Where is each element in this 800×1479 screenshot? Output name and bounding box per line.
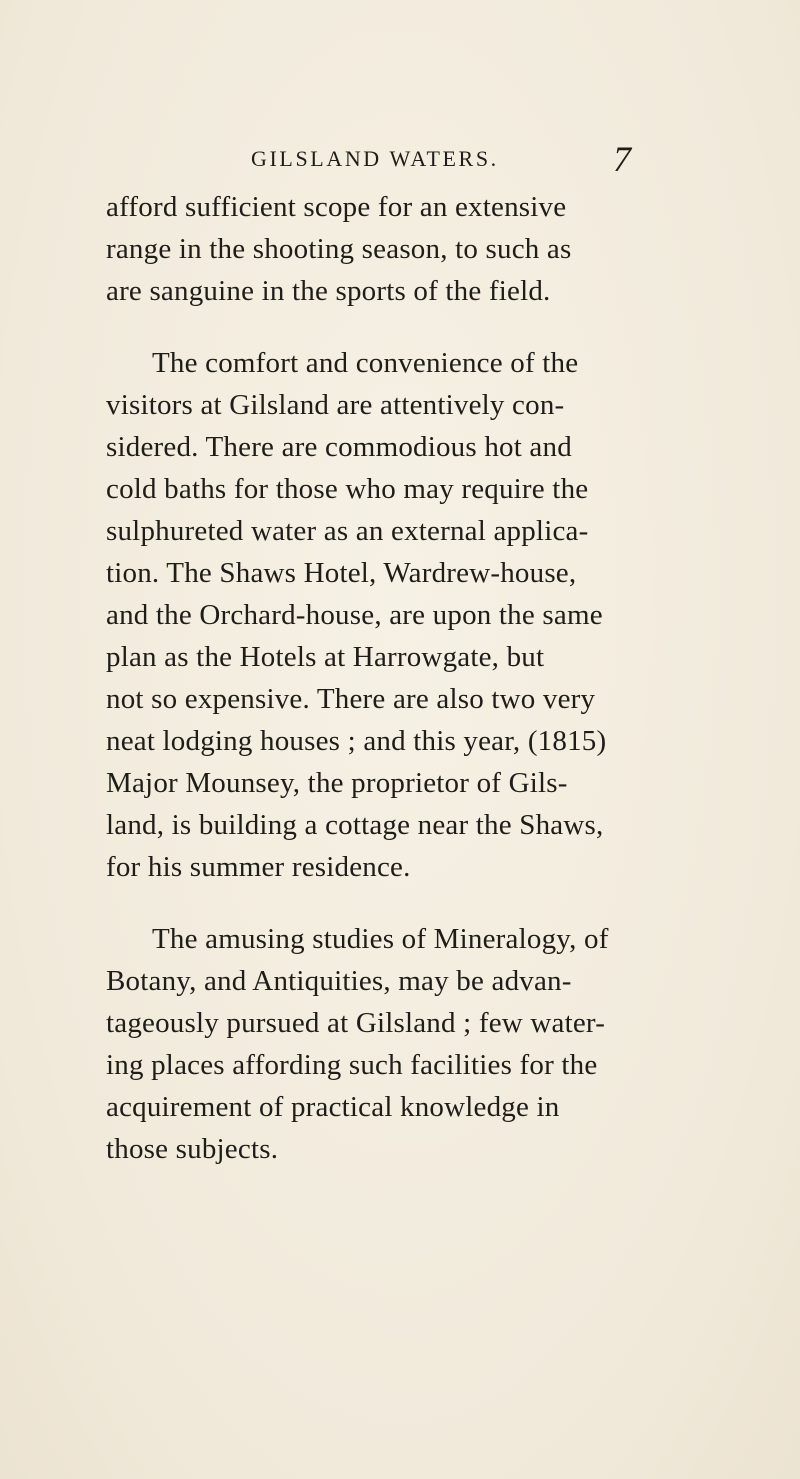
text-line: Botany, and Antiquities, may be advan-	[106, 965, 572, 997]
text-line: range in the shooting season, to such as	[106, 233, 572, 265]
text-line: are sanguine in the sports of the field.	[106, 275, 551, 307]
text-line: visitors at Gilsland are attentively con-	[106, 389, 565, 421]
text-line: afford sufficient scope for an extensive	[106, 191, 567, 223]
text-line: tageously pursued at Gilsland ; few water-	[106, 1007, 606, 1039]
text-line: for his summer residence.	[106, 851, 411, 883]
running-head: GILSLAND WATERS.	[251, 146, 499, 171]
text-line: land, is building a cottage near the Shaws,	[106, 809, 604, 841]
text-line: Major Mounsey, the proprietor of Gils-	[106, 767, 568, 799]
text-line: acquirement of practical knowledge in	[106, 1091, 560, 1123]
text-line: The amusing studies of Mineralogy, of	[152, 923, 609, 955]
text-line: neat lodging houses ; and this year, (1815)	[106, 725, 607, 757]
text-line: cold baths for those who may require the	[106, 473, 589, 505]
paragraph-gap	[106, 888, 726, 918]
text-line: ing places affording such facilities for the	[106, 1049, 598, 1081]
body-text	[106, 186, 726, 1170]
text-line: sidered. There are commodious hot and	[106, 431, 572, 463]
text-line: not so expensive. There are also two very	[106, 683, 596, 715]
page-number: 7	[613, 139, 631, 179]
text-line: The comfort and convenience of the	[152, 347, 579, 379]
paragraph-gap	[106, 312, 726, 342]
page-header	[251, 140, 651, 180]
text-line: plan as the Hotels at Harrowgate, but	[106, 641, 545, 673]
text-line: sulphureted water as an external applica-	[106, 515, 589, 547]
text-line: tion. The Shaws Hotel, Wardrew-house,	[106, 557, 577, 589]
text-line: and the Orchard-house, are upon the same	[106, 599, 603, 631]
text-line: those subjects.	[106, 1133, 279, 1165]
